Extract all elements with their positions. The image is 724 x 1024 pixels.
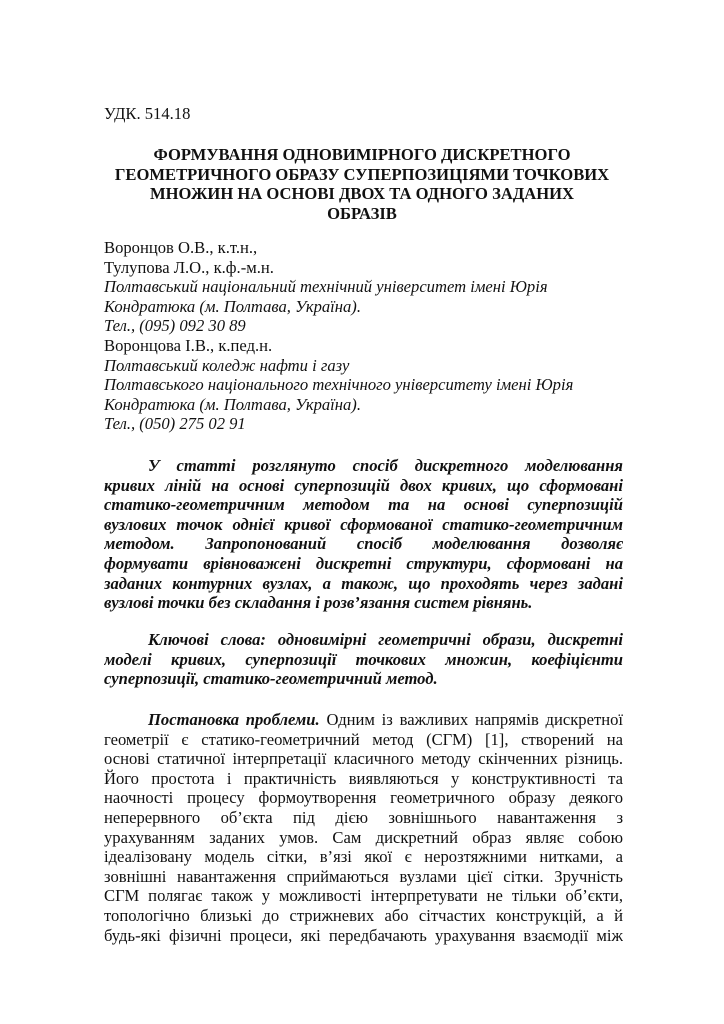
abstract-line: заданих контурних вузлах, а також, що проходять через задані [104,573,623,593]
abstract [104,456,623,613]
title-line: МНОЖИН НА ОСНОВІ ДВОХ ТА ОДНОГО ЗАДАНИХ [149,184,575,204]
udc-code [104,104,623,124]
body-line: урахуванням заданих умов. Сам дискретний образ являє собою [104,827,623,847]
body-line: основі статичної інтерпретації класичного методу скінченних різниць. [104,749,623,769]
abstract-line: статико-геометричним методом та на основі суперпозицій [104,495,623,515]
title-line: ГЕОМЕТРИЧНОГО ОБРАЗУ СУПЕРПОЗИЦІЯМИ ТОЧКОВИХ [114,164,610,184]
body-line: СГМ полягає також у можливості інтерпретувати не тільки об’єкти, [104,886,623,906]
author-line: Полтавського національного технічного університету імені Юрія [104,375,574,395]
body-line: топологічно близькі до стрижневих або сітчастих конструкцій, а й [104,905,623,925]
body-line: Його простота і практичність виявляються у конструктивності та [104,768,623,788]
body-line: неперервного об’єкта під дією зовнішнього навантаження з [104,807,623,827]
keywords-line: Ключові слова: одновимірні геометричні образи, дискретні [148,630,623,649]
abstract-line: кривих ліній на основі суперпозицій двох кривих, що сформовані [104,475,623,495]
article-title [96,145,628,223]
body-line: геометрії є статико-геометричний метод (СГМ) [1], створений на [104,729,623,749]
title-line: ФОРМУВАННЯ ОДНОВИМІРНОГО ДИСКРЕТНОГО [153,145,571,164]
author-line: Тел., (050) 275 02 91 [104,414,246,434]
title-line: ОБРАЗІВ [327,203,397,223]
author-line: Полтавський національний технічний університет імені Юрія [104,277,548,297]
keywords [104,630,623,689]
abstract-line: вузлових точок однієї кривої сформованої статико-геометричним [104,514,623,534]
keywords-line: суперпозиції, статико-геометричний метод. [104,669,438,689]
body-paragraph [104,710,623,945]
author-line: Кондратюка (м. Полтава, Україна). [104,394,361,414]
keywords-line: моделі кривих, суперпозиції точкових множин, коефіцієнти [104,649,623,669]
body-text: Одним із важливих напрямів дискретної [319,710,623,729]
body-line: будь-які фізичні процеси, які передбачають урахування взаємодії між [104,925,623,945]
author-line: Полтавський коледж нафти і газу [104,355,350,375]
section-heading: Постановка проблеми. [148,710,320,729]
abstract-line: формувати врівноважені дискретні структури, сформовані на [104,553,623,573]
abstract-line: методом. Запропонований спосіб моделювання дозволяє [104,534,623,554]
author-line: Воронцов О.В., к.т.н., [104,238,258,257]
body-line: ідеалізовану модель сітки, в’язі якої є нерозтяжними нитками, а [104,847,623,867]
body-line [104,710,623,730]
author-line: Тулупова Л.О., к.ф.-м.н. [104,257,274,277]
body-line: зовнішні навантаження сприймаються вузлами цієї сітки. Зручність [104,866,623,886]
abstract-line: У статті розглянуто спосіб дискретного моделювання [148,456,623,475]
author-line: Тел., (095) 092 30 89 [104,316,246,336]
author-line: Кондратюка (м. Полтава, Україна). [104,296,361,316]
udc-text: УДК. 514.18 [104,104,191,123]
abstract-line: вузлові точки без складання і розв’язання систем рівнянь. [104,593,533,613]
author-block [104,238,623,434]
author-line: Воронцова І.В., к.пед.н. [104,335,273,355]
body-line: наочності процесу формоутворення геометричного образу деякого [104,788,623,808]
